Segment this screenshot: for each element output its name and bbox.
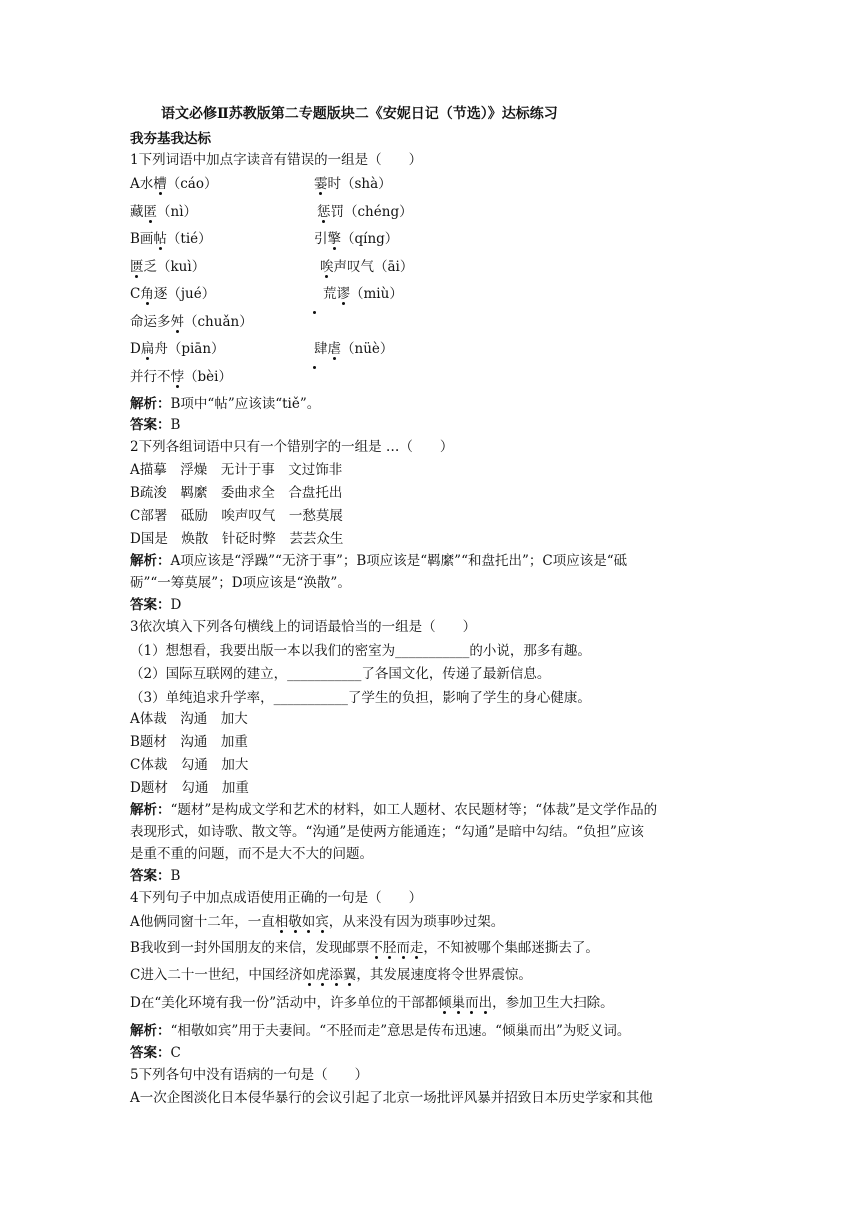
analysis-text: B项中“帖”应该读“tiě”。 <box>170 396 321 412</box>
option-text: D <box>130 341 141 357</box>
q1-option-row <box>130 283 403 305</box>
section-heading: 我夯基我达标 <box>130 131 211 147</box>
option-text: B我收到一封外国朋友的来信，发现邮票 <box>130 940 370 956</box>
q2-option-b: B疏浚 羁縻 委曲求全 合盘托出 <box>130 485 343 501</box>
analysis-text: A项应该是“浮躁”“无济于事”；B项应该是“羁縻”“和盘托出”；C项应该是“砥 <box>170 553 628 569</box>
dotted-char: 角 <box>140 286 154 302</box>
q3-stem: 3依次填入下列各句横线上的词语最恰当的一组是（ ） <box>130 619 477 635</box>
q3-analysis <box>130 799 657 821</box>
q5-stem: 5下列各句中没有语病的一句是（ ） <box>130 1067 369 1083</box>
q3-item-2: （2）国际互联网的建立，___________了各国文化，传递了最新信息。 <box>130 666 551 682</box>
dotted-char: 虎 <box>315 967 330 983</box>
analysis-label: 解析： <box>130 802 171 818</box>
option-text: 逐（jué） <box>153 286 216 302</box>
q3-analysis-cont-2: 是重不重的问题，而不是大不大的问题。 <box>130 846 373 862</box>
dotted-char: 走 <box>409 940 424 956</box>
q4-option-d <box>130 992 614 1014</box>
q1-option-row <box>130 228 399 250</box>
option-text: （tié） <box>166 231 212 247</box>
dotted-idiom <box>275 914 329 930</box>
dotted-char: 如 <box>302 967 316 983</box>
q4-option-c <box>130 964 532 986</box>
q4-stem: 4下列句子中加点成语使用正确的一句是（ ） <box>130 890 423 906</box>
q5-option-a: A一次企图淡化日本侵华暴行的会议引起了北京一场批评风暴并招致日本历史学家和其他 <box>130 1090 653 1106</box>
analysis-label: 解析： <box>130 1023 171 1039</box>
q1-option-left <box>130 176 218 192</box>
dotted-char: 帖 <box>153 231 167 247</box>
dotted-char: 擎 <box>327 231 341 247</box>
q2-answer <box>130 594 181 616</box>
q2-option-c: C部署 砥励 唉声叹气 一愁莫展 <box>130 508 343 524</box>
answer-text: D <box>170 597 182 613</box>
dotted-idiom <box>369 940 423 956</box>
q2-stem: 2下列各组词语中只有一个错别字的一组是 …（ ） <box>130 439 454 455</box>
dotted-char: 而 <box>465 995 479 1011</box>
dotted-char: 巢 <box>451 995 466 1011</box>
dotted-char: 匮 <box>130 259 144 275</box>
q1-option-row <box>130 311 253 333</box>
answer-label: 答案： <box>130 1045 171 1061</box>
q1-option-row <box>130 256 414 278</box>
dotted-char: 不 <box>369 940 383 956</box>
dotted-char: 出 <box>478 995 493 1011</box>
q1-option-left <box>130 369 232 385</box>
option-text: 肆 <box>314 341 328 357</box>
q2-analysis <box>130 550 627 572</box>
dotted-char: 敬 <box>288 914 302 930</box>
answer-label: 答案： <box>130 868 171 884</box>
q1-option-left <box>130 259 205 275</box>
option-text: C <box>130 286 141 302</box>
dotted-char: 如 <box>301 914 316 930</box>
option-text: （qíng） <box>341 231 399 247</box>
q2-analysis-cont: 砺”“一筹莫展”；D项应该是“涣散”。 <box>130 575 351 591</box>
q4-analysis <box>130 1020 630 1042</box>
option-text: （miù） <box>350 286 403 302</box>
option-text: 罚（chéng） <box>330 204 413 220</box>
q1-option-left <box>130 286 215 302</box>
q1-option-right <box>323 283 403 305</box>
option-text: 舟（piān） <box>154 341 225 357</box>
q1-answer <box>130 414 180 436</box>
dotted-char: 胫 <box>382 940 397 956</box>
answer-text: B <box>170 417 181 433</box>
option-text: ，不知被哪个集邮迷撕去了。 <box>423 940 599 956</box>
dotted-char: 虐 <box>327 341 341 357</box>
option-text: （chuǎn） <box>184 314 253 330</box>
option-text: ，从来没有因为琐事吵过架。 <box>328 914 505 930</box>
dotted-char: 悖 <box>170 369 184 385</box>
q1-stem: 1下列词语中加点字读音有错误的一组是（ ） <box>130 152 423 168</box>
q3-answer <box>130 865 180 887</box>
q1-option-right <box>314 228 398 250</box>
option-text: B画 <box>130 231 154 247</box>
option-text: 荒 <box>323 286 337 302</box>
q1-analysis <box>130 393 320 415</box>
option-text: 并行不 <box>130 369 171 385</box>
answer-label: 答案： <box>130 417 171 433</box>
answer-text: B <box>170 868 181 884</box>
q4-option-b <box>130 937 599 959</box>
option-text: 命运多 <box>130 314 171 330</box>
analysis-label: 解析： <box>130 396 171 412</box>
q1-option-left <box>130 341 225 357</box>
dotted-char: 惩 <box>317 204 331 220</box>
option-text: （nüè） <box>341 341 394 357</box>
q3-option-d: D题材 勾通 加重 <box>130 780 249 796</box>
dotted-char: 扁 <box>140 341 155 357</box>
dotted-char: 而 <box>396 940 410 956</box>
dotted-char: 倾 <box>438 995 452 1011</box>
q1-option-left <box>130 204 197 220</box>
q1-option-left <box>130 314 253 330</box>
dotted-char: 槽 <box>153 176 167 192</box>
option-text: 声叹气（āi） <box>333 259 414 275</box>
q1-option-row <box>130 173 392 195</box>
dotted-char: 匿 <box>143 204 157 220</box>
dotted-idiom <box>302 967 356 983</box>
option-text: 时（shà） <box>327 176 392 192</box>
q1-option-right <box>317 201 413 223</box>
dotted-char: 舛 <box>170 314 184 330</box>
option-text: 乏（kuì） <box>143 259 206 275</box>
q3-option-c: C体裁 勾通 加大 <box>130 757 249 773</box>
q1-option-right <box>314 338 393 360</box>
answer-text: C <box>170 1045 181 1061</box>
document-title: 语文必修Ⅱ苏教版第二专题版块二《安妮日记（节选）》达标练习 <box>161 106 558 122</box>
option-text: A水 <box>130 176 154 192</box>
dotted-char: 谬 <box>336 286 350 302</box>
q2-option-d: D国是 焕散 针砭时弊 芸芸众生 <box>130 531 344 547</box>
option-text: ，其发展速度将令世界震惊。 <box>356 967 532 983</box>
q1-option-row <box>130 201 413 223</box>
dotted-char: 翼 <box>342 967 357 983</box>
q4-answer <box>130 1042 181 1064</box>
dotted-idiom <box>438 995 492 1011</box>
dotted-char: 添 <box>329 967 343 983</box>
option-text: D在“美化环境有我一份”活动中，许多单位的干部都 <box>130 995 439 1011</box>
answer-label: 答案： <box>130 597 171 613</box>
analysis-text: “题材”是构成文学和艺术的材料，如工人题材、农民题材等；“体裁”是文学作品的 <box>170 802 658 818</box>
q2-option-a: A描摹 浮燥 无计于事 文过饰非 <box>130 462 343 478</box>
q1-option-row <box>130 366 232 388</box>
q3-option-a: A体裁 沟通 加大 <box>130 711 248 727</box>
q3-option-b: B题材 沟通 加重 <box>130 734 248 750</box>
q1-option-right <box>320 256 413 278</box>
q1-option-right <box>314 173 392 195</box>
option-text: （cáo） <box>166 176 218 192</box>
option-text: A他俩同窗十二年，一直 <box>130 914 275 930</box>
q1-option-left <box>130 231 212 247</box>
q3-item-3: （3）单纯追求升学率，___________了学生的负担，影响了学生的身心健康。 <box>130 690 591 706</box>
option-text: C进入二十一世纪，中国经济 <box>130 967 303 983</box>
analysis-text: “相敬如宾”用于夫妻间。“不胫而走”意思是传布迅速。“倾巢而出”为贬义词。 <box>170 1023 631 1039</box>
q4-option-a <box>130 911 504 933</box>
option-text: ，参加卫生大扫除。 <box>492 995 614 1011</box>
dotted-char: 霎 <box>314 176 328 192</box>
option-text: 藏 <box>130 204 144 220</box>
q3-analysis-cont-1: 表现形式，如诗歌、散文等。“沟通”是使两方能通连；“勾通”是暗中勾结。“负担”应该 <box>130 824 644 840</box>
option-text: （bèi） <box>184 369 232 385</box>
q3-item-1: （1）想想看，我要出版一本以我们的密室为___________的小说，那多有趣。 <box>130 643 591 659</box>
dotted-char: 唉 <box>320 259 334 275</box>
option-text: 引 <box>314 231 328 247</box>
option-text: （nì） <box>157 204 198 220</box>
analysis-label: 解析： <box>130 553 171 569</box>
dotted-char: 相 <box>274 914 289 930</box>
dotted-char: 宾 <box>315 914 329 930</box>
q1-option-row <box>130 338 394 360</box>
